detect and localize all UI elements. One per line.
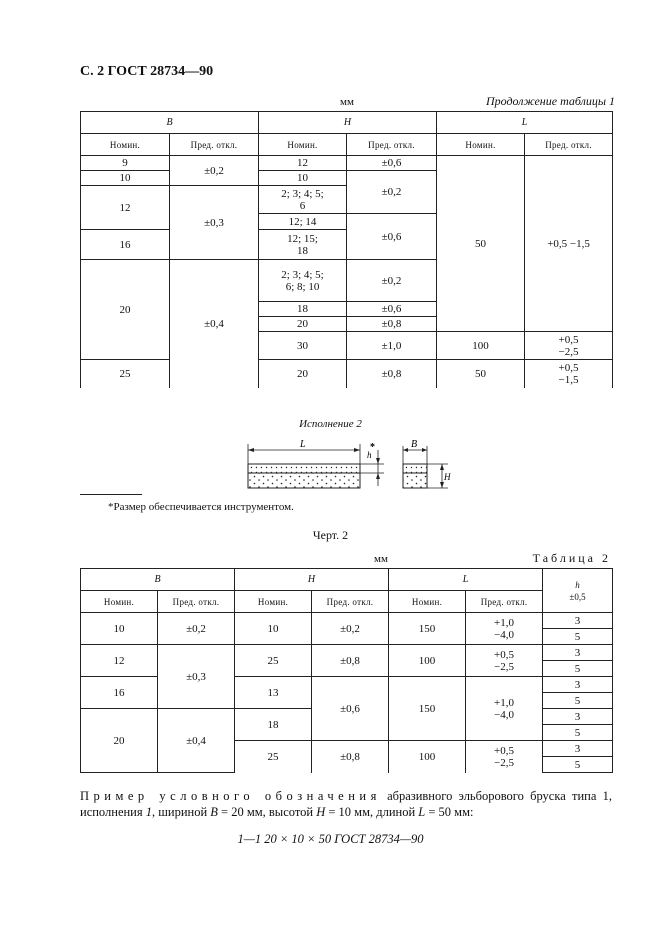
table-1 [80,111,613,388]
cell: 18 [259,302,347,317]
table-2 [80,568,613,773]
subhead: Номин. [81,591,158,613]
example-part: абразивного эльборового бруска типа 1, исполнения [80,789,613,819]
cell: 5 [543,725,613,741]
cell: +0,5 −2,5 [525,332,613,360]
cell: 100 [389,741,466,773]
cell: +1,0 −4,0 [466,677,543,741]
cell: 18 [235,709,312,741]
cell: 30 [259,332,347,360]
cell: ±0,6 [347,214,437,260]
cell: 20 [81,260,170,360]
cell: ±0,6 [312,677,389,741]
cell: +0,5 −1,5 [525,156,613,332]
subhead: Пред. откл. [525,134,613,156]
example-part: H [316,805,326,819]
col-group-b: B [81,569,235,591]
drawing-number: Черт. 2 [312,528,349,542]
col-group-l: L [437,112,613,134]
table-2-title: Таблица 2 [532,551,611,565]
example-part: = 20 мм, высотой [217,805,317,819]
cell: 50 [437,156,525,332]
cell: ±0,6 [347,156,437,171]
cell: 50 [437,360,525,388]
cell: 5 [543,757,613,773]
unit-label: мм [374,553,388,565]
cell: +0,5 −2,5 [466,741,543,773]
designation-example-text [80,788,612,820]
cell: 5 [543,629,613,645]
h-label: h [575,579,580,590]
example-part: = 50 мм: [425,805,474,819]
table-continuation-title: Продолжение таблицы 1 [485,94,615,108]
cell: 3 [543,741,613,757]
example-part: 1 [145,805,152,819]
cell: 3 [543,645,613,661]
label-star: * [370,442,375,453]
cell: 100 [389,645,466,677]
cell: 3 [543,677,613,693]
example-part: , шириной [152,805,211,819]
page-header: С. 2 ГОСТ 28734—90 [80,64,214,79]
col-group-b: B [81,112,259,134]
cell: ±0,2 [170,156,259,186]
cell: 5 [543,693,613,709]
subhead: Номин. [259,134,347,156]
cell: ±0,8 [347,360,437,388]
cell: ±1,0 [347,332,437,360]
cell: 12 [81,645,158,677]
side-view [248,444,384,488]
col-h-header [543,569,613,613]
col-group-h: H [259,112,437,134]
cell: ±0,2 [347,171,437,214]
subhead: Пред. откл. [466,591,543,613]
cell: 25 [235,741,312,773]
cell: 100 [437,332,525,360]
cell: 25 [235,645,312,677]
subhead: Пред. откл. [170,134,259,156]
footnote: *Размер обеспечивается инструментом. [108,501,294,513]
subhead: Номин. [437,134,525,156]
end-view [403,446,448,488]
cell: 3 [543,709,613,725]
cell: 150 [389,613,466,645]
unit-label: мм [340,96,354,108]
example-part: = 10 мм, длиной [325,805,419,819]
subhead: Номин. [389,591,466,613]
subhead: Номин. [235,591,312,613]
cell: 20 [81,709,158,773]
cell: 12 [81,186,170,230]
cell: 10 [81,171,170,186]
label-h-total: H [444,472,451,482]
cell: 16 [81,230,170,260]
cell: 9 [81,156,170,171]
cell: 20 [259,317,347,332]
cell: 13 [235,677,312,709]
figure-caption: Исполнение 2 [299,418,362,430]
subhead: Пред. откл. [312,591,389,613]
cell: 2; 3; 4; 5; 6 [259,186,347,214]
label-l: L [300,439,306,450]
cell: ±0,4 [170,260,259,388]
cell: 10 [81,613,158,645]
subhead: Пред. откл. [347,134,437,156]
cell: 12; 14 [259,214,347,230]
label-h: h [367,450,372,460]
cell: 25 [81,360,170,388]
cell: 2; 3; 4; 5; 6; 8; 10 [259,260,347,302]
cell: ±0,8 [347,317,437,332]
cell: ±0,8 [312,741,389,773]
cell: +1,0 −4,0 [466,613,543,645]
cell: 5 [543,661,613,677]
designation-code: 1—1 20 × 10 × 50 ГОСТ 28734—90 [237,832,424,846]
cell: 16 [81,677,158,709]
cell: 3 [543,613,613,629]
cell: +0,5 −2,5 [466,645,543,677]
col-group-h: H [235,569,389,591]
col-group-l: L [389,569,543,591]
cell: ±0,6 [347,302,437,317]
example-lead: Пример условного обозначения [80,789,381,803]
cell: ±0,2 [158,613,235,645]
cell: 12; 15; 18 [259,230,347,260]
cell: ±0,3 [158,645,235,709]
label-b: B [411,439,418,450]
subhead: Пред. откл. [158,591,235,613]
cell: ±0,3 [170,186,259,260]
cell: 10 [259,171,347,186]
abrasive-bar-drawing [230,436,460,496]
cell: +0,5 −1,5 [525,360,613,388]
cell: ±0,2 [347,260,437,302]
subhead: Номин. [81,134,170,156]
cell: ±0,8 [312,645,389,677]
cell: 150 [389,677,466,741]
cell: 20 [259,360,347,388]
cell: ±0,4 [158,709,235,773]
cell: 10 [235,613,312,645]
footnote-divider [80,494,142,495]
cell: 12 [259,156,347,171]
h-tol: ±0,5 [569,591,586,602]
example-part: L [418,805,426,819]
example-part: B [210,805,218,819]
cell: ±0,2 [312,613,389,645]
